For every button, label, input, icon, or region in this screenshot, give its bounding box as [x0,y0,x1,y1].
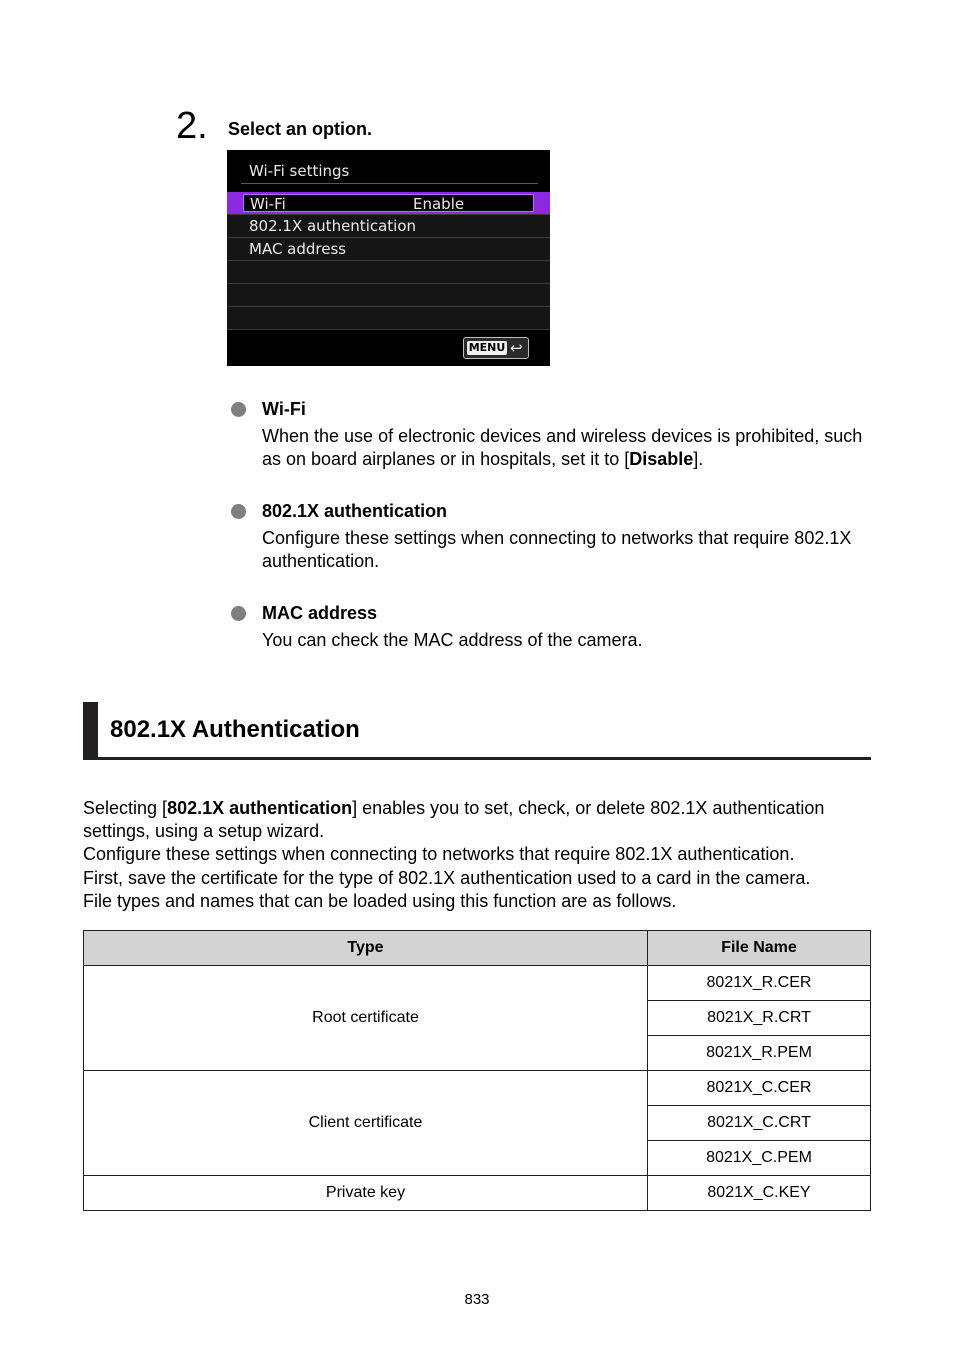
bullet-text-8021x: Configure these settings when connecting to networks that require 802.1X authentication. [262,528,852,571]
bullet-text-mac: You can check the MAC address of the camera. [262,630,643,650]
step-title: Select an option. [228,119,373,139]
bullet-text-wifi: When the use of electronic devices and wireless devices is prohibited, such as on board airplanes or in hospitals, set it to [Disable]. [262,426,863,469]
type-cell: Root certificate [84,966,648,1071]
menu-row-wifi[interactable] [227,192,550,215]
header-type: Type [84,931,648,966]
page-number: 833 [464,1291,490,1308]
file-name-cell: 8021X_R.CER [648,966,871,1001]
table-row [84,1176,871,1211]
file-name-cell: 8021X_R.PEM [648,1036,871,1071]
type-cell: Private key [84,1176,648,1211]
file-name-cell: 8021X_C.KEY [648,1176,871,1211]
paragraph-line: File types and names that can be loaded using this function are as follows. [83,890,677,911]
bullet-title-mac: MAC address [262,603,378,623]
menu-row-8021x[interactable] [227,215,550,238]
file-name-cell: 8021X_C.PEM [648,1141,871,1176]
bullet-icon [231,402,246,417]
file-types-table [83,930,871,1211]
back-arrow-icon: ↩ [510,339,523,357]
table-row [84,1071,871,1106]
file-name-cell: 8021X_C.CER [648,1071,871,1106]
paragraph-line: Configure these settings when connecting to networks that require 802.1X authentication. [83,844,795,865]
camera-screen [227,150,550,366]
intro-paragraph: Selecting [802.1X authentication] enables you to set, check, or delete 802.1X authentication settings, using a setup wizard. [83,798,825,842]
bullet-title-wifi: Wi-Fi [262,399,306,419]
screen-title: Wi-Fi settings [249,162,350,180]
bullet-icon [231,606,246,621]
menu-button-label: MENU [468,341,506,354]
paragraph-line: First, save the certificate for the type of 802.1X authentication used to a card in the camera. [83,867,811,888]
screen-title-divider [241,183,538,184]
type-cell: Client certificate [84,1071,648,1176]
intro-bold: 802.1X authentication [167,798,353,818]
menu-row-value: Enable [413,195,465,213]
section-body [83,797,883,913]
file-name-cell: 8021X_C.CRT [648,1106,871,1141]
menu-row-empty [227,284,550,307]
menu-back-button[interactable] [463,337,529,359]
bullet-icon [231,504,246,519]
file-name-cell: 8021X_R.CRT [648,1001,871,1036]
menu-row-empty [227,307,550,330]
table-row [84,966,871,1001]
table-header-row [84,931,871,966]
menu-row-empty [227,261,550,284]
bullet-title-8021x: 802.1X authentication [262,501,448,521]
menu-row-mac-address[interactable] [227,238,550,261]
section-heading-bar [83,702,98,759]
header-file-name: File Name [648,931,871,966]
section-rule [83,757,871,760]
disable-option: Disable [629,449,694,469]
menu-row-label: Wi-Fi [250,195,286,213]
section-title: 802.1X Authentication [110,716,360,743]
step-number: 2. [176,105,208,147]
menu-row-label: 802.1X authentication [249,217,417,235]
menu-row-label: MAC address [249,240,347,258]
